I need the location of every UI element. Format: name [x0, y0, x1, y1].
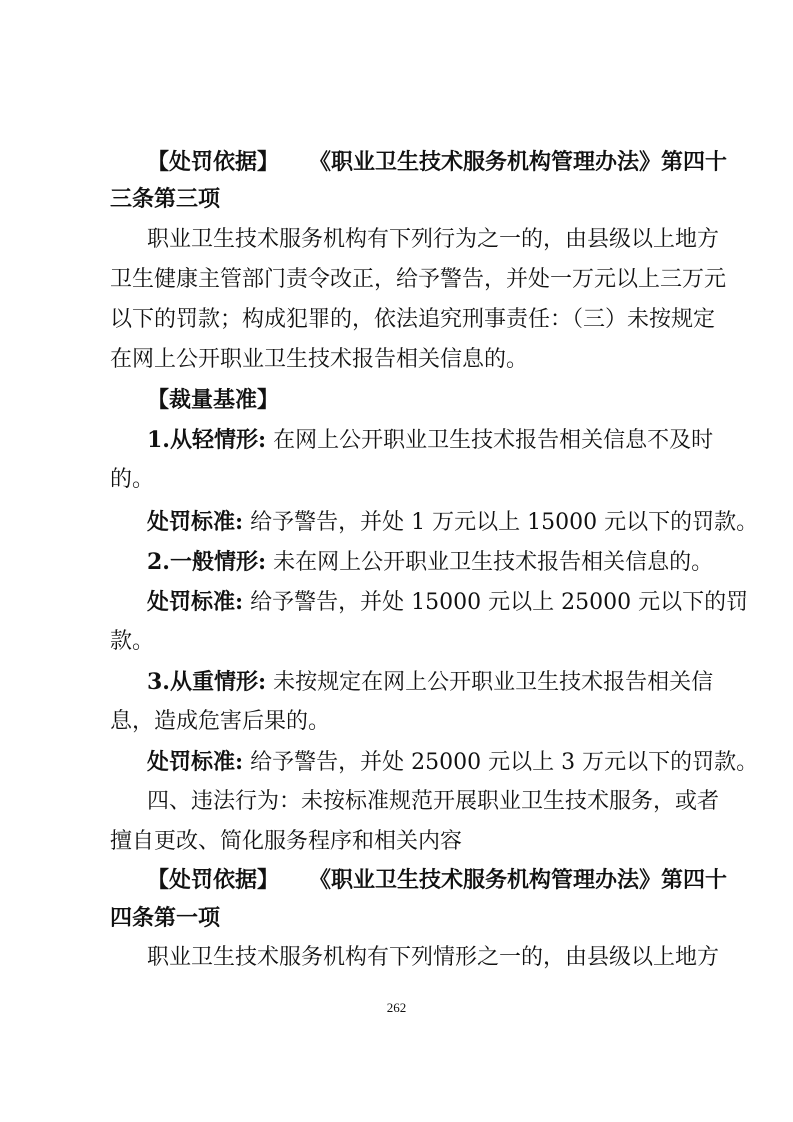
- discretion-standard-heading: 【裁量基准】: [147, 387, 280, 413]
- page-number: 262: [386, 1000, 407, 1015]
- penalty-basis-law: 《职业卫生技术服务机构管理办法》第四十: [309, 149, 728, 175]
- general-penalty-label: 处罚标准:: [147, 589, 244, 615]
- basis-paragraph-line-1: 职业卫生技术服务机构有下列行为之一的，由县级以上地方: [147, 227, 720, 252]
- light-penalty-line: [0, 508, 793, 537]
- basis-paragraph-line-2: 卫生健康主管部门责令改正，给予警告，并处一万元以上三万元: [110, 267, 727, 292]
- general-circumstance-line: [0, 548, 793, 577]
- penalty-basis-line: [0, 148, 793, 176]
- heavy-circumstance-text-continued: 息，造成危害后果的。: [110, 709, 331, 734]
- general-circumstance-text: 未在网上公开职业卫生技术报告相关信息的。: [273, 550, 714, 575]
- penalty-basis-heading-2: 【处罚依据】: [147, 867, 280, 893]
- light-circumstance-label: 1.从轻情形:: [147, 427, 267, 453]
- general-penalty-text-continued: 款。: [110, 629, 155, 654]
- penalty-basis-heading: 【处罚依据】: [147, 149, 280, 175]
- penalty-basis-law-2: 《职业卫生技术服务机构管理办法》第四十: [309, 867, 728, 893]
- heavy-circumstance-label: 3.从重情形:: [147, 669, 267, 695]
- general-penalty-line: [0, 588, 793, 617]
- light-penalty-text: 给予警告，并处 1 万元以上 15000 元以下的罚款。: [250, 510, 759, 535]
- basis-paragraph-line-3: 以下的罚款；构成犯罪的，依法追究刑事责任：（三）未按规定: [110, 307, 716, 332]
- basis-paragraph-line-4: 在网上公开职业卫生技术报告相关信息的。: [110, 347, 529, 372]
- general-circumstance-label: 2.一般情形:: [147, 549, 267, 575]
- heavy-penalty-label: 处罚标准:: [147, 749, 244, 775]
- light-penalty-label: 处罚标准:: [147, 509, 244, 535]
- light-circumstance-text-continued: 的。: [110, 467, 155, 492]
- light-circumstance-text: 在网上公开职业卫生技术报告相关信息不及时: [273, 428, 714, 453]
- general-penalty-text: 给予警告，并处 15000 元以上 25000 元以下的罚: [250, 590, 749, 615]
- penalty-basis-line-2: [0, 866, 793, 894]
- heavy-circumstance-line: [0, 668, 793, 697]
- violation-title-line-1: 四、违法行为：未按标准规范开展职业卫生技术服务，或者: [147, 789, 720, 814]
- heavy-penalty-text: 给予警告，并处 25000 元以上 3 万元以下的罚款。: [250, 750, 759, 775]
- heavy-penalty-line: [0, 748, 793, 777]
- basis-paragraph-2-line-1: 职业卫生技术服务机构有下列情形之一的，由县级以上地方: [147, 945, 720, 970]
- light-circumstance-line: [0, 426, 793, 455]
- penalty-basis-law-continued-2: 四条第一项: [110, 905, 221, 931]
- penalty-basis-law-continued: 三条第三项: [110, 186, 221, 212]
- heavy-circumstance-text: 未按规定在网上公开职业卫生技术报告相关信: [273, 670, 714, 695]
- violation-title-line-2: 擅自更改、简化服务程序和相关内容: [110, 829, 463, 854]
